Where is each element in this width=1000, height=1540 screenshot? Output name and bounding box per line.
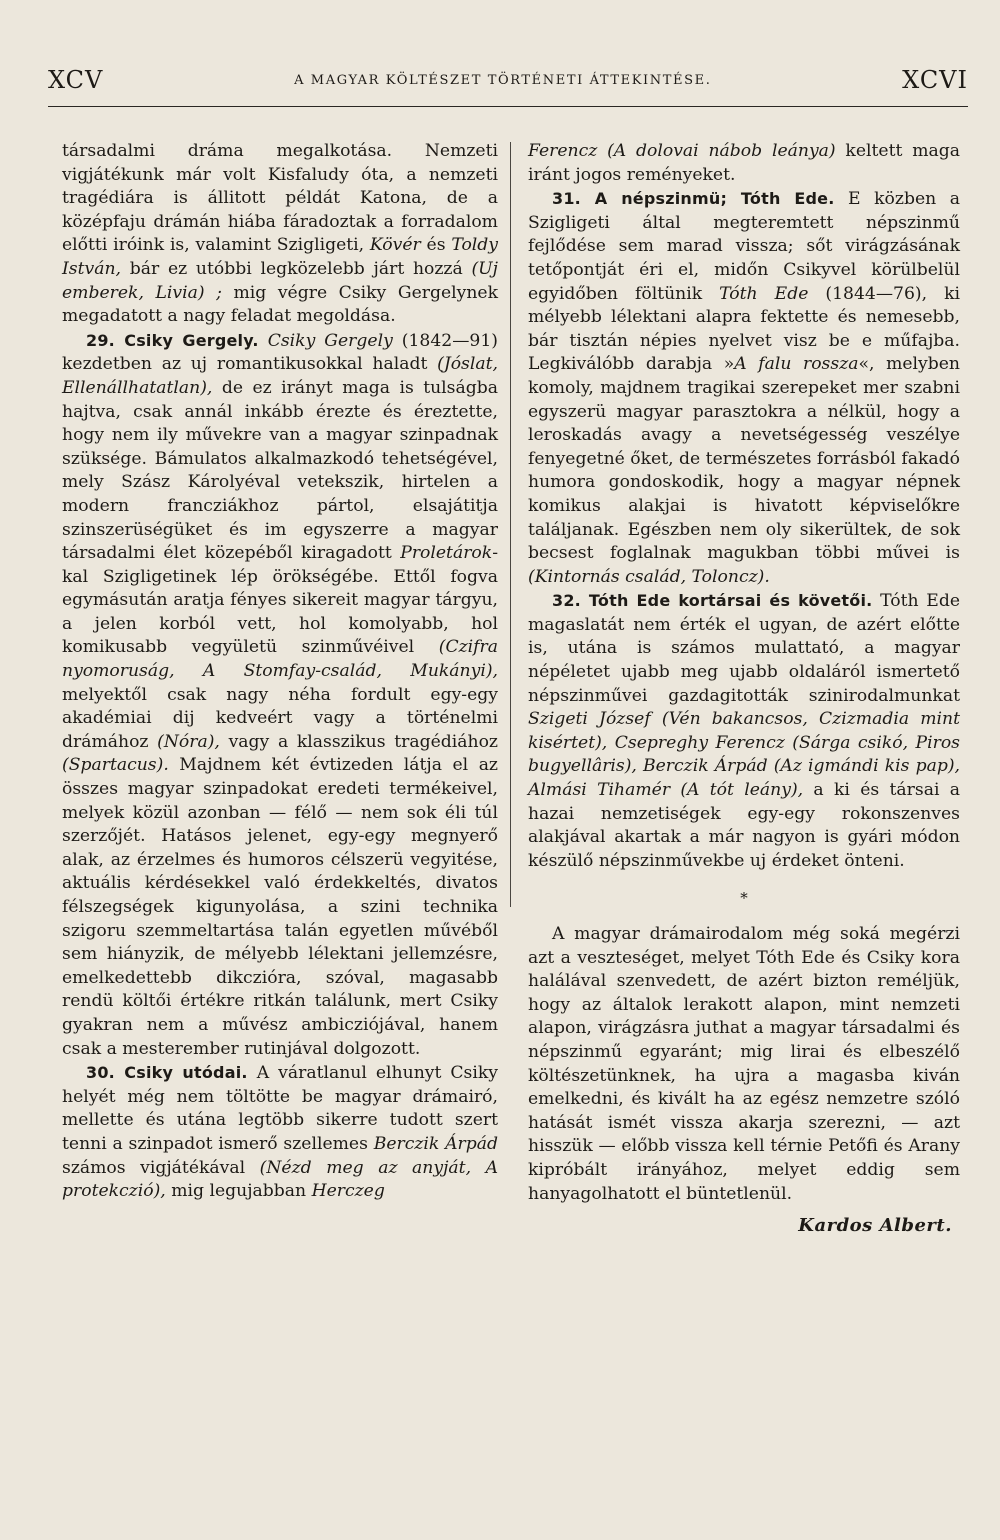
author-signature: Kardos Albert. <box>798 1215 952 1237</box>
running-title: A MAGYAR KÖLTÉSZET TÖRTÉNETI ÁTTEKINTÉSE. <box>294 73 712 88</box>
closing-paragraph: A magyar drámairodalom még soká megérzi azt a veszteséget, melyet Tóth Ede és Csiky kora halálával szenvedett, de azért bizton reméljük, hogy az általok lerakott alapon, mint nemzeti alapon, virágzásra juthat a magyar társadalmi és népszinmű egyaránt; mig lirai és elbeszélő költészetünknek, ha ujra a magasba kiván emelkedni, és kivált ha az egész nemzetre szóló hatását ismét vissza akarja szerezni, — azt hisszük — előbb vissza kell térnie Petőfi és Arany kipróbált irányához, melyet eddig sem hanyagolhatott el büntetlenül. <box>528 924 960 1204</box>
column-divider <box>510 142 511 907</box>
section-30: 30. Csiky utódai. A váratlanul elhunyt Csiky helyét még nem töltötte be magyar drámairó, mellette és utána legtöbb sikerre tudott szert tenni a szinpadot ismerő szellemes Berczik Árpád számos vigjátékával (Nézd meg az anyját, A protekczió), mig legujabban Herczeg <box>62 1063 498 1202</box>
continued-paragraph: Ferencz (A dolovai nábob leánya) keltett maga iránt jogos reményeket. <box>528 141 960 185</box>
left-column <box>62 140 498 1204</box>
section-31-heading: 31. A népszinmü; Tóth Ede. <box>552 189 835 209</box>
section-32-heading: 32. Tóth Ede kortársai és követői. <box>552 591 873 611</box>
intro-paragraph: társadalmi dráma megalkotása. Nemzeti vigjátékunk már volt Kisfaludy óta, a nemzeti tragédiára is állitott példát Katona, de a középfaju drámán hiába fáradoztak a forradalom előtti iróink is, valamint Szigligeti, Kövér és Toldy István, bár ez utóbbi legközelebb járt hozzá (Uj emberek, Livia) ; mig végre Csiky Gergelynek megadatott a nagy feladat megoldása. <box>62 141 498 327</box>
header-rule <box>48 106 968 107</box>
section-32: 32. Tóth Ede kortársai és követői. Tóth Ede magaslatát nem érték el ugyan, de azért előtte is, utána is számos mulattató, a magyar népéletet ujabb meg ujabb oldaláról ismertető népszinművei gazdagitották szinirodalmunkat Szigeti József (Vén bakancsos, Czizmadia mint kisértet), Csepreghy Ferencz (Sárga csikó, Piros bugyellâris), Berczik Árpád (Az igmándi kis pap), Almási Tihamér (A tót leány), a ki és társai a hazai nemzetiségek egy-egy rokonszenves alakjával akartak a már nagyon is gyári módon készülő népszinművekbe uj érdeket önteni. <box>528 591 961 871</box>
section-30-heading: 30. Csiky utódai. <box>86 1063 248 1083</box>
section-29-heading: 29. Csiky Gergely. <box>86 330 259 350</box>
right-column <box>528 140 960 1238</box>
section-31: 31. A népszinmü; Tóth Ede. E közben a Szigligeti által megteremtett népszinmű fejlődése sem marad vissza; sőt virágzásának tetőpontját éri el, midőn Csikyvel körülbelül egyidőben föltünik Tóth Ede (1844—76), ki mélyebb lélektani alapra fektette és nemesebb, bár tisztán népies nyelvet visz be e műfajba. Legkiválóbb darabja »A falu rossza«, melyben komoly, majdnem tragikai szerepeket mer szabni egyszerü magyar parasztokra a nélkül, hogy a leroskadás avagy a nevetségesség veszélye fenyegetné őket, de természetes forrásból fakadó humora gondoskodik, hogy a magyar népnek komikus alakjai is hivatott képviselőkre találjanak. Egészben nem oly sikerültek, de sok becsest foglalnak magukban többi művei is (Kintornás család, Toloncz). <box>528 189 960 587</box>
running-header <box>48 66 968 102</box>
section-29: 29. Csiky Gergely. Csiky Gergely (1842—91) kezdetben az uj romantikusokkal haladt (Jóslat, Ellenállhatatlan), de ez irányt maga is tulságba hajtva, csak annál inkább érezte és éreztette, hogy nem ily művekre van a magyar szinpadnak szüksége. Bámulatos alkalmazkodó tehetségével, mely Szász Károlyéval vetekszik, hirtelen a modern francziákhoz pártol, elsajátitja szinszerüségüket és im egyszerre a magyar társadalmi élet közepéből kiragadott Proletárok-kal Szigligetinek lép örökségébe. Ettől fogva egymásután aratja fényes sikereit magyar tárgyu, a jelen korból vett, hol komolyabb, hol komikusabb vegyületü szinművéivel (Czifra nyomoruság, A Stomfay-család, Mukányi), melyektől csak nagy néha fordult egy-egy akadémiai dij kedveért vagy a történelmi drámához (Nóra), vagy a klasszikus tragédiához (Spartacus). Majdnem két évtizeden látja el az összes magyar szinpadokat eredeti termékeivel, melyek közül azonban — félő — nem sok éli túl szerzőjét. Hatásos jelenet, egy-egy megnyerő alak, az érzelmes és humoros célszerü vegyitése, aktuális kérdésekkel való érdekkeltés, divatos félszegségek kigunyolása, a szini technika szigoru szemmeltartása talán egyetlen művéből sem hiányzik, de mélyebb lélektani jellemzésre, emelkedettebb dikczióra, szóval, magasabb rendü költői értékre ritkán találunk, mert Csiky gyakran nem a művész ambicziójával, hanem csak a mesterember rutinjával dolgozott. <box>62 330 498 1059</box>
page-number-right: XCVI <box>902 66 968 94</box>
section-separator: * <box>740 889 748 908</box>
page-number-left: XCV <box>48 66 104 94</box>
